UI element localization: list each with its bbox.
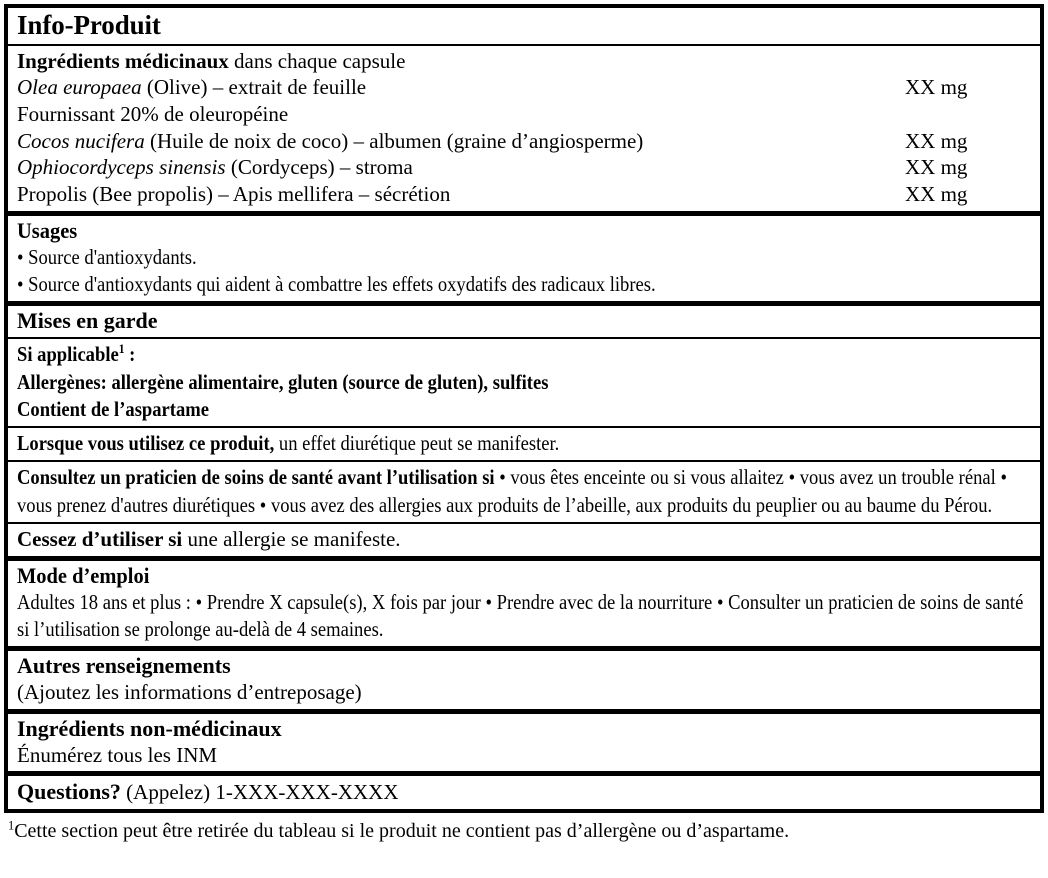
- medicinal-ingredients-heading: [17, 48, 1031, 75]
- ingredient-name: [17, 154, 903, 181]
- warning-diuretic-row: [8, 428, 1040, 462]
- ingredient-description: (Olive) – extrait de feuille: [141, 75, 367, 100]
- warning-consult-bold: Consultez un praticien de soins de santé avant l’utilisation si: [17, 465, 495, 490]
- warning-aspartame: Contient de l’aspartame: [17, 396, 210, 421]
- directions-body: [8, 561, 1040, 647]
- ingredient-row: [17, 181, 1031, 208]
- questions-heading: Questions?: [17, 779, 121, 805]
- ingredient-description: (Cordyceps) – stroma: [225, 155, 413, 180]
- warnings-block: [8, 339, 1040, 560]
- ingredient-description: (Huile de noix de coco) – albumen (graine d’angiosperme): [144, 128, 644, 153]
- page-title: Info-Produit: [17, 10, 161, 40]
- warning-footnote-marker: 1: [118, 341, 125, 357]
- ingredient-amount: XX mg: [905, 75, 968, 100]
- ingredient-name: [17, 74, 898, 101]
- other-info-text: (Ajoutez les informations d’entreposage): [17, 680, 362, 705]
- warning-if-applicable-colon: :: [124, 342, 136, 367]
- other-info-block: [8, 651, 1040, 714]
- warning-stop-row: [8, 524, 1040, 556]
- non-medicinal-text: Énumérez tous les INM: [17, 742, 218, 767]
- questions-phone: (Appelez) 1-XXX-XXX-XXXX: [120, 780, 399, 805]
- questions-block: [8, 776, 1040, 809]
- usages-bullet: • Source d'antioxydants qui aident à combattre les effets oxydatifs des radicaux libres.: [17, 271, 656, 296]
- ingredient-latin-name: Cocos nucifera: [17, 128, 145, 153]
- warning-consult-row: [8, 462, 1040, 524]
- non-medicinal-body: [8, 714, 1040, 772]
- warnings-heading: Mises en garde: [17, 308, 158, 334]
- footnote-text: Cette section peut être retirée du tableau si le produit ne contient pas d’allergène ou d’aspartame.: [14, 820, 790, 843]
- ingredient-row: [17, 128, 1031, 155]
- directions-block: [8, 561, 1040, 652]
- ingredient-name: [17, 128, 903, 155]
- title-block: [8, 8, 1040, 46]
- usages-body: [8, 216, 1040, 302]
- non-medicinal-block: [8, 714, 1040, 777]
- directions-text: Adultes 18 ans et plus : • Prendre X capsule(s), X fois par jour • Prendre avec de la nourriture • Consulter un praticien de soins de santé si l’utilisation se prolonge au-delà de 4 semaines.: [17, 589, 1024, 641]
- footnote-marker: 1: [8, 818, 15, 833]
- warning-if-applicable-label: Si applicable: [17, 342, 119, 367]
- ingredient-latin-name: Olea europaea: [17, 75, 142, 100]
- ingredient-name: [17, 101, 903, 128]
- usages-bullet: • Source d'antioxydants.: [17, 244, 197, 269]
- warning-consult-rest: • vous êtes enceinte ou si vous allaitez • vous avez un trouble rénal • vous prenez d'autres diurétiques • vous avez des allergies aux produits de l’abeille, aux produits du peuplier ou au baume du Pérou.: [17, 465, 1007, 517]
- ingredient-amount: XX mg: [905, 182, 968, 207]
- non-medicinal-heading: Ingrédients non-médicinaux: [17, 715, 282, 741]
- other-info-body: [8, 651, 1040, 709]
- ingredient-row: [17, 74, 1031, 101]
- ingredient-name: [17, 181, 903, 208]
- ingredient-description: Propolis (Bee propolis) – Apis mellifera – sécrétion: [17, 182, 451, 207]
- warning-allergens: Allergènes: allergène alimentaire, gluten (source de gluten), sulfites: [17, 369, 549, 394]
- ingredient-latin-name: Ophiocordyceps sinensis: [17, 155, 226, 180]
- other-info-heading: Autres renseignements: [17, 653, 231, 679]
- ingredient-description: Fournissant 20% de oleuropéine: [17, 102, 289, 127]
- warning-stop-rest: une allergie se manifeste.: [182, 526, 401, 551]
- warning-allergens-row: [8, 339, 1040, 428]
- medicinal-ingredients-heading-rest: dans chaque capsule: [228, 48, 406, 73]
- questions-row: [8, 776, 1040, 809]
- usages-heading: Usages: [17, 217, 78, 243]
- ingredient-amount: XX mg: [905, 155, 968, 180]
- medicinal-ingredients-heading-bold: Ingrédients médicinaux: [17, 48, 229, 73]
- warning-stop: [17, 526, 1031, 553]
- facts-table: [4, 4, 1044, 813]
- warning-diuretic-rest: un effet diurétique peut se manifester.: [274, 431, 560, 456]
- ingredient-row: [17, 154, 1031, 181]
- footnote: [4, 813, 1044, 843]
- directions-heading: Mode d’emploi: [17, 562, 150, 588]
- warning-diuretic: [17, 430, 1030, 457]
- warning-stop-bold: Cessez d’utiliser si: [17, 526, 183, 551]
- ingredient-row: [17, 101, 1031, 128]
- warning-diuretic-bold: Lorsque vous utilisez ce produit,: [17, 431, 275, 456]
- warning-consult: [17, 464, 1030, 519]
- medicinal-ingredients-block: [8, 46, 1040, 216]
- ingredient-amount: XX mg: [905, 128, 968, 153]
- warnings-heading-block: [8, 306, 1040, 339]
- medicinal-ingredients-body: [8, 46, 1040, 211]
- warning-if-applicable: [17, 341, 1030, 368]
- usages-block: [8, 216, 1040, 307]
